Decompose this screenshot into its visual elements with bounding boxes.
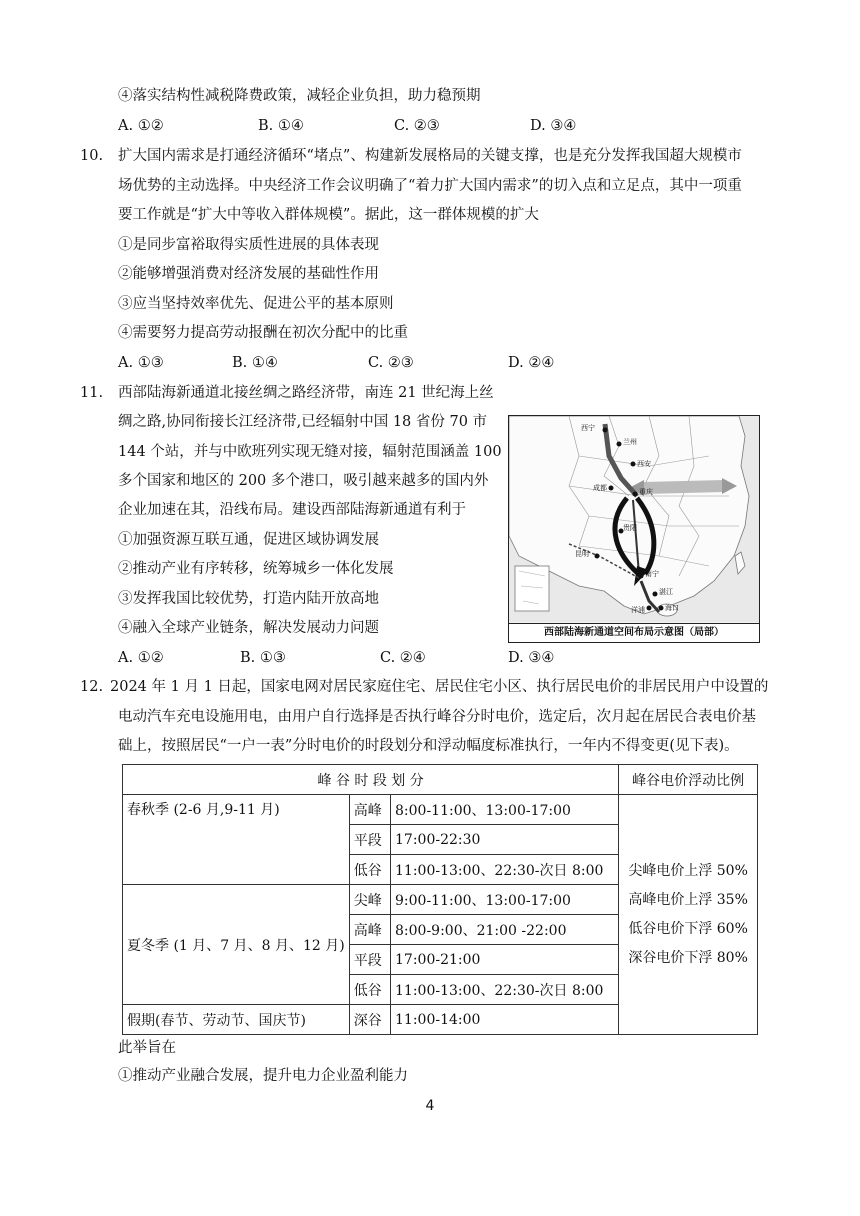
q10-option-a[interactable]: A. ①③ [118,355,164,371]
map-city-label: 重庆 [639,488,653,496]
ratio-text: 尖峰电价上浮 50%高峰电价上浮 35%低谷电价下浮 60%深谷电价下浮 80% [628,862,748,966]
time-cell: 11:00-13:00、22:30-次日 8:00 [391,975,619,1005]
table-row [123,795,758,825]
period-cell: 尖峰 [349,885,390,915]
q11-statement-4: ④融入全球产业链条，解决发展动力问题 [118,620,379,636]
season-cell: 夏冬季 (1 月、7 月、8 月、12 月) [123,885,350,1005]
q11-option-b[interactable]: B. ①③ [240,650,286,666]
q9-option-a[interactable]: A. ①② [118,118,164,134]
time-cell: 8:00-9:00、21:00 -22:00 [391,915,619,945]
q10-statement-1: ①是同步富裕取得实质性进展的具体表现 [118,237,379,253]
q11-statement-3: ③发挥我国比较优势，打造内陆开放高地 [118,591,379,607]
q11-statement-2: ②推动产业有序转移，统筹城乡一体化发展 [118,561,394,577]
q10-option-c[interactable]: C. ②③ [368,355,414,371]
q11-option-d[interactable]: D. ③④ [508,650,555,666]
period-cell: 高峰 [349,915,390,945]
time-cell: 11:00-13:00、22:30-次日 8:00 [391,855,619,885]
map-city-label: 洋浦 [631,606,645,614]
season-cell: 春秋季 (2-6 月,9-11 月) [123,795,350,885]
period-cell: 高峰 [349,795,390,825]
q10-option-d[interactable]: D. ②④ [508,355,555,371]
table-header-periods: 峰 谷 时 段 划 分 [123,765,619,795]
period-cell: 深谷 [349,1005,390,1035]
q11-statement-1: ①加强资源互联互通，促进区域协调发展 [118,532,379,548]
q12-number: 12. [80,679,104,695]
time-cell: 9:00-11:00、13:00-17:00 [391,885,619,915]
time-cell: 11:00-14:00 [391,1005,619,1035]
q10-statement-4: ④需要努力提高劳动报酬在初次分配中的比重 [118,325,408,341]
q9-option-d[interactable]: D. ③④ [530,118,577,134]
q9-statement-4: ④落实结构性减税降费政策，减轻企业负担，助力稳预期 [118,88,481,104]
tariff-table [122,764,758,1035]
q10-statement-3: ③应当坚持效率优先、促进公平的基本原则 [118,296,394,312]
map-city-label: 西宁 [581,424,595,432]
q12-stem-line-2: 电动汽车充电设施用电，由用户自行选择是否执行峰谷分时电价，选定后，次月起在居民合表电价基 [118,709,756,725]
map-city-label: 南宁 [645,570,659,578]
q11-option-c[interactable]: C. ②④ [380,650,426,666]
page-number: 4 [425,1098,435,1114]
q11-option-a[interactable]: A. ①② [118,650,164,666]
period-cell: 低谷 [349,855,390,885]
map-city-label: 昆明 [575,550,589,558]
q9-option-b[interactable]: B. ①④ [258,118,304,134]
corridor-map-drawing [509,416,759,622]
q10-stem-line-2: 场优势的主动选择。中央经济工作会议明确了“着力扩大国内需求”的切入点和立足点，其中一项重 [118,178,742,194]
map-caption: 西部陆海新通道空间布局示意图（局部） [509,623,759,642]
q12-after-text: 此举旨在 [118,1040,176,1056]
q10-stem-line-1: 扩大国内需求是打通经济循环“堵点”、构建新发展格局的关键支撑，也是充分发挥我国超大规模市 [118,148,742,164]
map-city-label: 兰州 [623,438,637,446]
map-city-label: 成都 [593,484,607,492]
map-city-label: 海口 [665,604,679,612]
table-header-ratio: 峰谷电价浮动比例 [619,765,758,795]
q12-stem-line-3: 础上，按照居民“一户一表”分时电价的时段划分和浮动幅度标准执行，一年内不得变更(见下表)。 [118,738,739,754]
q11-stem-line-2: 绸之路,协同衔接长江经济带,已经辐射中国 18 省份 70 市 [118,414,488,430]
time-cell: 8:00-11:00、13:00-17:00 [391,795,619,825]
table-header-row [123,765,758,795]
map-city-label: 西安 [637,460,651,468]
map-city-label: 湛江 [659,588,673,596]
time-cell: 17:00-22:30 [391,825,619,855]
q10-option-b[interactable]: B. ①④ [232,355,278,371]
q12-stem-line-1: 2024 年 1 月 1 日起，国家电网对居民家庭住宅、居民住宅小区、执行居民电价的非居民用户中设置的 [110,679,769,695]
time-cell: 17:00-21:00 [391,945,619,975]
period-cell: 平段 [349,945,390,975]
q10-statement-2: ②能够增强消费对经济发展的基础性作用 [118,266,379,282]
q9-option-c[interactable]: C. ②③ [394,118,440,134]
q11-stem-line-1: 西部陆海新通道北接丝绸之路经济带，南连 21 世纪海上丝 [118,385,494,401]
q10-number: 10. [80,148,104,164]
q11-stem-line-3: 144 个站，并与中欧班列实现无缝对接，辐射范围涵盖 100 [118,444,502,460]
q12-statement-1: ①推动产业融合发展，提升电力企业盈利能力 [118,1068,408,1084]
q10-stem-line-3: 要工作就是“扩大中等收入群体规模”。据此，这一群体规模的扩大 [118,207,539,223]
corridor-map [508,415,760,643]
season-cell: 假期(春节、劳动节、国庆节) [123,1005,350,1035]
period-cell: 低谷 [349,975,390,1005]
q11-stem-line-5: 企业加速在其，沿线布局。建设西部陆海新通道有利于 [118,502,466,518]
q11-stem-line-4: 多个国家和地区的 200 多个港口，吸引越来越多的国内外 [118,473,489,489]
period-cell: 平段 [349,825,390,855]
ratio-cell [619,795,758,1035]
q11-number: 11. [80,385,104,401]
map-city-label: 贵阳 [623,524,637,532]
